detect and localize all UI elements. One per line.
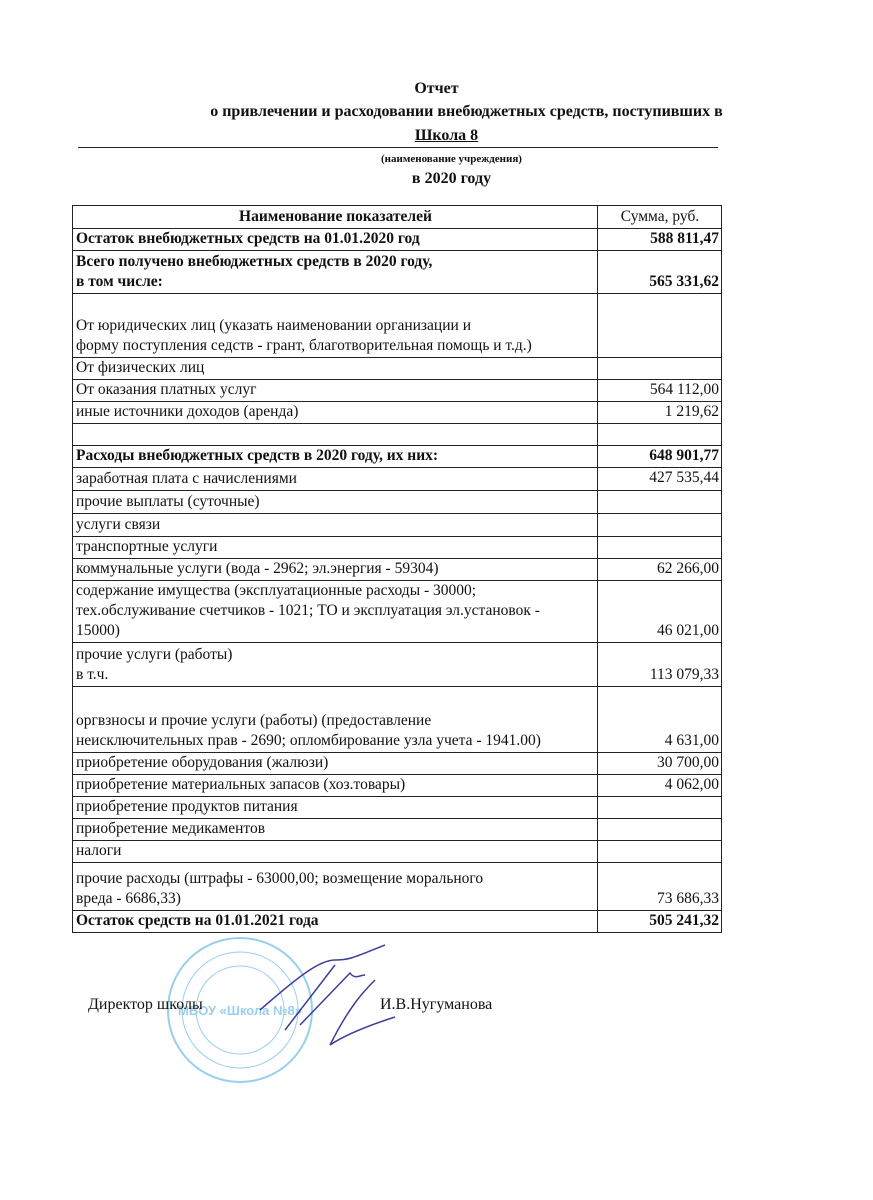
signature-name: И.В.Нугуманова <box>380 996 493 1013</box>
row-value: 648 901,77 <box>598 446 722 468</box>
row-value <box>598 797 722 819</box>
row-value <box>598 424 722 446</box>
row-value: 113 079,33 <box>598 643 722 687</box>
row-label: коммунальные услуги (вода - 2962; эл.энергия - 59304) <box>73 559 598 581</box>
row-value: 4 631,00 <box>598 687 722 753</box>
row-label: прочие выплаты (суточные) <box>73 491 598 514</box>
row-value: 73 686,33 <box>598 863 722 911</box>
row-label: иные источники доходов (аренда) <box>73 402 598 424</box>
table-row <box>73 643 722 687</box>
row-value: 505 241,32 <box>598 911 722 933</box>
table-row <box>73 491 722 514</box>
row-label: транспортные услуги <box>73 537 598 559</box>
table-row <box>73 294 722 358</box>
row-value: 427 535,44 <box>598 468 722 491</box>
table-header <box>73 206 722 229</box>
row-value: 46 021,00 <box>598 581 722 643</box>
table-row <box>73 446 722 468</box>
table-row <box>73 229 722 251</box>
row-value <box>598 841 722 863</box>
table-row <box>73 559 722 581</box>
column-header-name: Наименование показателей <box>73 206 598 229</box>
row-label: Расходы внебюджетных средств в 2020 году, их них: <box>73 446 598 468</box>
row-label: приобретение материальных запасов (хоз.товары) <box>73 775 598 797</box>
row-label: заработная плата с начислениями <box>73 468 598 491</box>
table-row <box>73 819 722 841</box>
table-row <box>73 358 722 380</box>
organization-underline <box>78 147 718 148</box>
table-row <box>73 424 722 446</box>
report-subtitle: о привлечении и расходовании внебюджетных средств, поступивших в <box>210 103 723 120</box>
svg-text:МБОУ «Школа №8»: МБОУ «Школа №8» <box>178 1003 302 1018</box>
row-value: 1 219,62 <box>598 402 722 424</box>
row-value: 564 112,00 <box>598 380 722 402</box>
row-label: прочие расходы (штрафы - 63000,00; возмещение морального вреда - 6686,33) <box>73 863 598 911</box>
report-table <box>72 205 722 933</box>
row-label: налоги <box>73 841 598 863</box>
row-label: содержание имущества (эксплуатационные расходы - 30000; тех.обслуживание счетчиков - 1021; ТО и эксплуатация эл.установок - 15000) <box>73 581 598 643</box>
row-label: От юридических лиц (указать наименовании организации и форму поступления седств - грант, благотворительная помощь и т.д.) <box>73 294 598 358</box>
row-label: оргвзносы и прочие услуги (работы) (предоставление неисключительных прав - 2690; опломбирование узла учета - 1941.00) <box>73 687 598 753</box>
row-label: Всего получено внебюджетных средств в 2020 году, в том числе: <box>73 251 598 294</box>
table-row <box>73 581 722 643</box>
organization-hint: (наименование учреждения) <box>381 153 522 165</box>
row-label: Остаток внебюджетных средств на 01.01.2020 год <box>73 229 598 251</box>
table-row <box>73 380 722 402</box>
table-row <box>73 687 722 753</box>
row-value: 565 331,62 <box>598 251 722 294</box>
table-row <box>73 468 722 491</box>
row-label: приобретение медикаментов <box>73 819 598 841</box>
table-row <box>73 753 722 775</box>
row-label: От физических лиц <box>73 358 598 380</box>
table-row <box>73 402 722 424</box>
table-row <box>73 797 722 819</box>
row-value: 4 062,00 <box>598 775 722 797</box>
table-row <box>73 514 722 537</box>
table-row <box>73 537 722 559</box>
row-label: прочие услуги (работы) в т.ч. <box>73 643 598 687</box>
row-value <box>598 358 722 380</box>
table-row <box>73 251 722 294</box>
row-value <box>598 514 722 537</box>
report-year: в 2020 году <box>411 170 492 187</box>
row-label: От оказания платных услуг <box>73 380 598 402</box>
row-label: услуги связи <box>73 514 598 537</box>
row-label: приобретение продуктов питания <box>73 797 598 819</box>
row-value: 30 700,00 <box>598 753 722 775</box>
signature-position: Директор школы <box>88 996 203 1013</box>
organization-name: Школа 8 <box>414 127 479 144</box>
signature-icon <box>260 945 395 1045</box>
table-row <box>73 911 722 933</box>
row-value <box>598 819 722 841</box>
row-value: 588 811,47 <box>598 229 722 251</box>
row-value <box>598 537 722 559</box>
table-row <box>73 863 722 911</box>
row-label: Остаток средств на 01.01.2021 года <box>73 911 598 933</box>
column-header-sum: Сумма, руб. <box>598 206 722 229</box>
row-value: 62 266,00 <box>598 559 722 581</box>
row-value <box>598 294 722 358</box>
report-title: Отчет <box>414 80 459 97</box>
stamp-and-signature <box>150 935 470 1105</box>
row-value <box>598 491 722 514</box>
row-label <box>73 424 598 446</box>
row-label: приобретение оборудования (жалюзи) <box>73 753 598 775</box>
table-row <box>73 841 722 863</box>
table-row <box>73 775 722 797</box>
